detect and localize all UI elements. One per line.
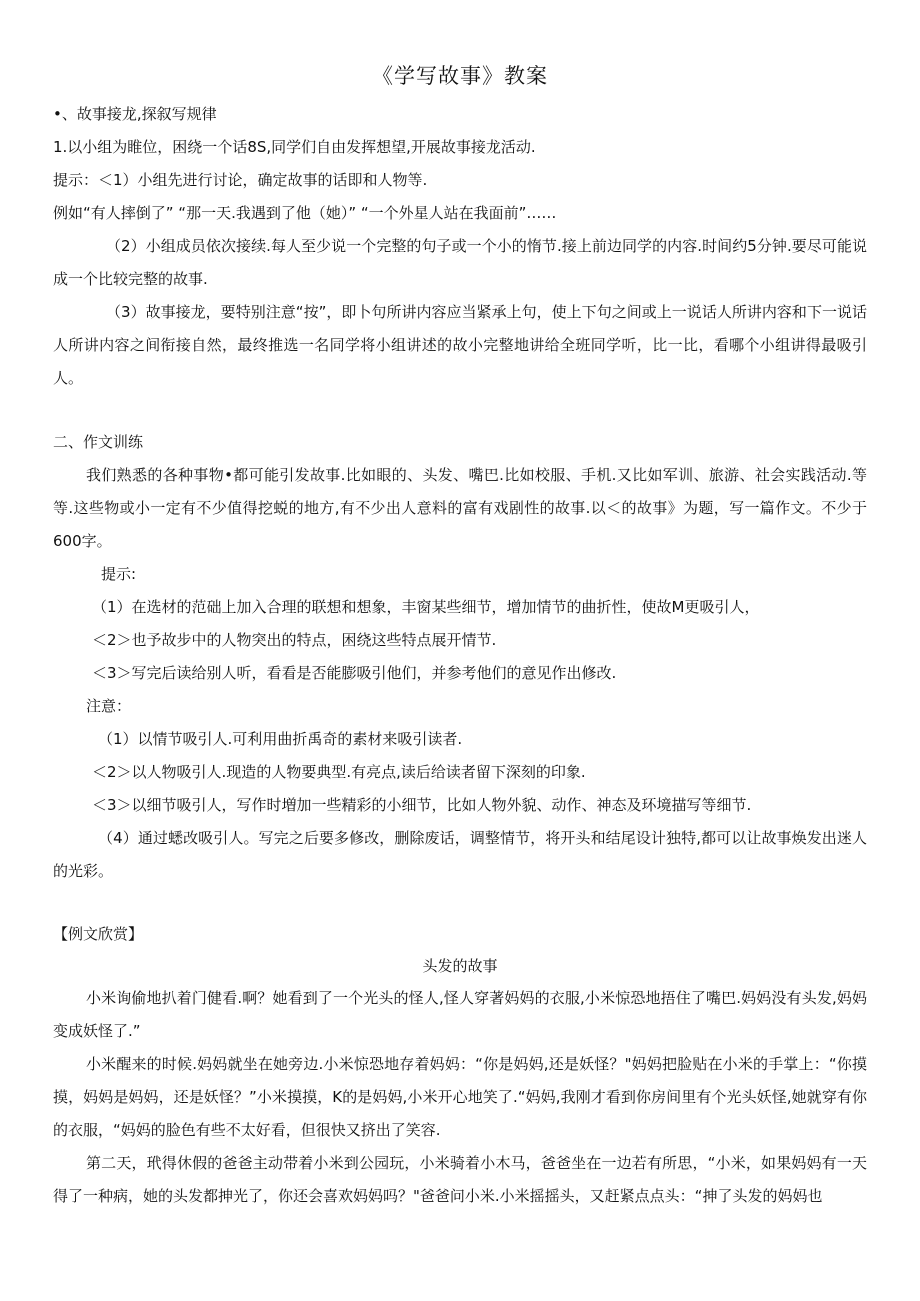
notes-label: 注意： — [86, 697, 132, 715]
section1-example: 例如“有人摔倒了” “那一天.我遇到了他（她）” “一个外星人站在我面前”…… — [53, 204, 557, 222]
story-para-2: 小米醒来的时候.妈妈就坐在她旁边.小米惊恐地存着妈妈：“你是妈妈,还是妖怪？"妈妈把脸贴在小米的手掌上：“你摸摸，妈妈是妈妈，还是妖怪？”小米摸摸，K的是妈妈,小米开心地笑了.“妈妈,我刚才看到你房间里有个光头妖怪,她就穿有你的衣服，“妈妈的脸色有些不太好看，但很快又挤出了笑容. — [53, 1055, 867, 1139]
section1-heading: •、故事接龙,探叙写规律 — [53, 105, 217, 123]
note-3: ＜3＞以细节吸引人，写作时増加一些精彩的小细节，比如人物外貌、动作、神态及环境描写等细节. — [92, 796, 752, 814]
story-para-1: 小米询偷地扒着门健看.啊？她看到了一个光头的怪人,怪人穿著妈妈的衣服,小米惊恐地捂住了嘴巴.妈妈没有头发,妈妈变成妖怪了.” — [53, 989, 867, 1040]
note-4: （4）通过蟋改吸引人。写完之后要多修改，删除废话，调整情节，将开头和结尾设计独特,都可以让故事焕发出迷人的光彩。 — [53, 829, 867, 880]
story-para-3: 第二天，玳得休假的爸爸主动带着小米到公园玩，小米骑着小木马，爸爸坐在一边若有所思，“小米，如果妈妈有一天得了一种病，她的头发都抻光了，你还会喜欢妈妈吗？"爸爸问小米.小米摇摇头，又赶紧点点头：“抻了头发的妈妈也 — [53, 1154, 867, 1205]
story-title: 头发的故事 — [422, 957, 498, 975]
hint-1: （1）在选材的范础上加入合理的联想和想象，丰窗某些细节，增加情节的曲折性，使故M更吸引人， — [92, 598, 760, 616]
note-2: ＜2＞以人物吸引人.现造的人物要典型.有亮点,读后给读者留下深刻的印象. — [92, 763, 586, 781]
hint-2: ＜2＞也予故步中的人物突出的特点，困绕这些特点展开情节. — [92, 631, 497, 649]
section3-heading: 【例文欣赏】 — [53, 925, 144, 943]
section1-tip2: （2）小组成员依次接续.每人至少说一个完整的句子或一个小的惰节.接上前边同学的内容.时间约5分钟.要尽可能说成一个比较完整的故事. — [53, 237, 867, 288]
section2-intro: 我们熟悉的各种事物•都可能引发故事.比如眼的、头发、嘴巴.比如校服、手机.又比如军训、旅游、社会实践活动.等等.这些物或小一定有不少值得挖蜕的地方,有不少出人意料的富有戏剧性的故事.以＜的故事》为题，写一篇作文。不少于600字。 — [53, 466, 867, 550]
note-1: （1）以情节吸引人.可利用曲折禹奇的素材来吸引读者. — [98, 730, 463, 748]
hint-3: ＜3＞写完后读给别人听，看看是否能膨吸引他们，并参考他们的意见作出修改. — [92, 664, 617, 682]
section1-tip3: （3）故事接龙，要特别注意“按”，即卜句所讲内容应当紧承上句，使上下句之间或上一说话人所讲内容和下一说话人所讲内容之间衔接自然，最终推选一名同学将小组讲述的故小完整地讲给全班同学听，比一比，看哪个小组讲得最吸引人。 — [53, 303, 867, 387]
section1-tip: 提示：＜1）小组先进行讨论，确定故事的话即和人物等. — [53, 171, 428, 189]
document-title: 《学写故事》教案 — [372, 64, 548, 88]
section1-item1: 1.以小组为睢位，困绕一个话8S,同学们自由发挥想望,开展故事接龙活动. — [53, 138, 536, 156]
hints-label: 提示: — [101, 565, 137, 583]
section2-heading: 二、作文训练 — [53, 433, 144, 451]
